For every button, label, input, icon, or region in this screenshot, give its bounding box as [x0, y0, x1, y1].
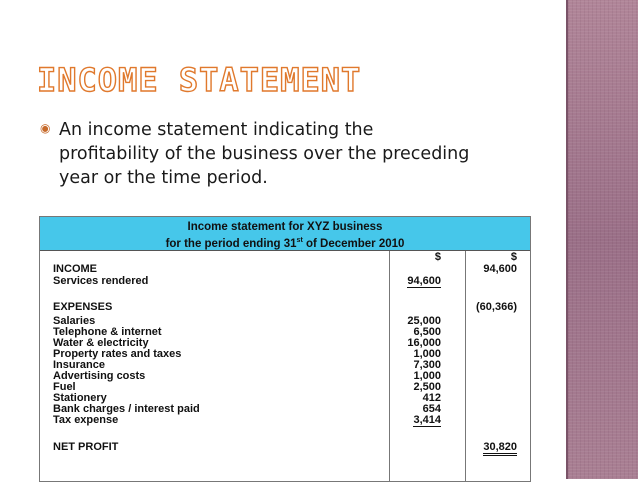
expense-label: Advertising costs	[53, 370, 146, 382]
header-line-2-prefix: for the period ending 31	[165, 237, 297, 250]
expenses-heading-row	[40, 301, 530, 313]
expense-label: Fuel	[53, 381, 76, 393]
net-profit-value: 30,820	[483, 441, 517, 456]
expense-row	[40, 414, 530, 426]
income-statement-table	[39, 216, 531, 482]
expense-label: Tax expense	[53, 414, 119, 426]
expense-label: Water & electricity	[53, 337, 149, 349]
bullet-icon: ◉	[40, 121, 51, 135]
expense-value: 2,500	[413, 381, 441, 393]
slide-title: INCOME STATEMENT	[37, 61, 362, 99]
income-heading: INCOME	[53, 263, 97, 275]
decorative-sidebar	[568, 0, 638, 479]
expense-value: 1,000	[413, 348, 441, 360]
expense-label: Salaries	[53, 315, 96, 327]
expense-value: 1,000	[413, 370, 441, 382]
header-line-2-sup: st	[296, 237, 303, 244]
currency-row	[40, 251, 530, 263]
expense-value: 25,000	[407, 315, 441, 327]
expense-label: Telephone & internet	[53, 326, 162, 338]
services-value: 94,600	[407, 275, 441, 287]
expense-value: 6,500	[413, 326, 441, 338]
currency-col-2: $	[510, 251, 517, 263]
header-line-2	[40, 234, 530, 251]
expense-label: Property rates and taxes	[53, 348, 182, 360]
expense-value: 412	[422, 392, 441, 404]
currency-col-1: $	[434, 251, 441, 263]
income-heading-row	[40, 263, 530, 275]
expenses-heading: EXPENSES	[53, 301, 113, 313]
net-profit-label: NET PROFIT	[53, 441, 119, 453]
bullet-point	[40, 118, 470, 190]
header-line-1: Income statement for XYZ business	[187, 221, 383, 233]
header-line-2-suffix: of December 2010	[302, 237, 405, 250]
expense-value: 16,000	[407, 337, 441, 349]
services-label: Services rendered	[53, 275, 149, 287]
expense-value: 3,414	[413, 414, 441, 426]
income-total: 94,600	[483, 263, 517, 275]
net-profit-row	[40, 441, 530, 453]
expense-label: Stationery	[53, 392, 107, 404]
expenses-total: (60,366)	[476, 301, 517, 313]
expense-value: 7,300	[413, 359, 441, 371]
services-row	[40, 275, 530, 287]
bullet-text: An income statement indicating the profitability of the business over the preceding year or the time period.	[59, 120, 470, 188]
expense-label: Bank charges / interest paid	[53, 403, 200, 415]
expense-value: 654	[422, 403, 441, 415]
expense-label: Insurance	[53, 359, 105, 371]
table-header	[40, 217, 530, 251]
